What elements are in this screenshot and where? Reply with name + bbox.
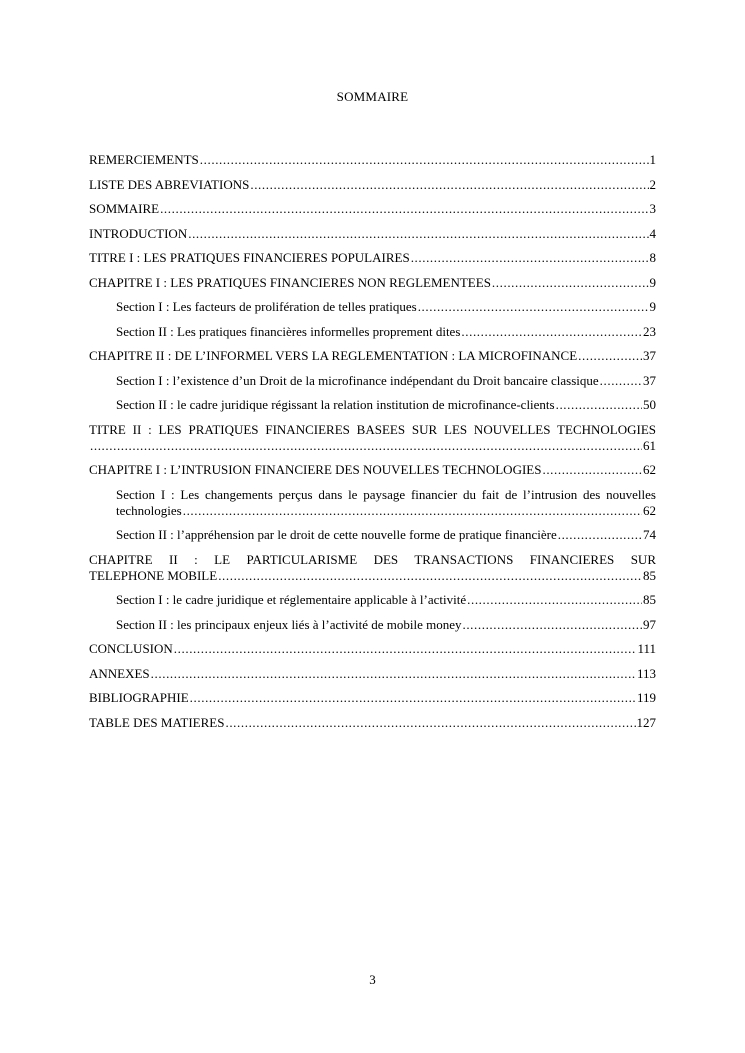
toc-entry-leader-line: [116, 503, 656, 519]
toc-entry-bibliographie[interactable]: [89, 690, 656, 706]
toc-entry-leader-line: [89, 438, 656, 454]
dot-leader: [250, 177, 648, 193]
toc-entry-titre-1-chapitre-2[interactable]: [89, 348, 656, 364]
toc-entry-t2-c1-section-1[interactable]: [116, 487, 656, 519]
toc-entry-t1-c2-section-2[interactable]: [116, 397, 656, 413]
toc-entry-label: CONCLUSION: [89, 641, 173, 656]
toc-entry-page: 3: [649, 201, 656, 216]
dot-leader: [174, 641, 637, 657]
toc-entry-page: 1: [649, 152, 656, 167]
toc-entry-label: Section II : les principaux enjeux liés à l’activité de mobile money: [116, 616, 462, 632]
toc-entry-page: 85: [643, 592, 656, 607]
toc-entry-label: REMERCIEMENTS: [89, 152, 199, 167]
toc-entry-conclusion[interactable]: [89, 641, 656, 657]
toc-entry-page: 37: [643, 372, 656, 388]
page-number: 3: [369, 972, 376, 987]
toc-entry-label: Section I : l’existence d’un Droit de la microfinance indépendant du Droit bancaire classique: [116, 372, 599, 388]
dot-leader: [600, 373, 642, 389]
dot-leader: [492, 275, 649, 291]
toc-entry-page: 119: [636, 690, 656, 705]
toc-entry-label: CHAPITRE II : LE PARTICULARISME DES TRANSACTIONS FINANCIERES SUR: [89, 551, 656, 567]
toc-entry-page: 113: [636, 665, 656, 681]
toc-entry-label: CHAPITRE II : DE L’INFORMEL VERS LA REGLEMENTATION : LA MICROFINANCE: [89, 348, 578, 363]
dot-leader: [183, 503, 642, 519]
toc-entry-titre-2-chapitre-2[interactable]: [89, 552, 656, 584]
toc-entry-page: 9: [649, 299, 656, 314]
toc-entry-page: 37: [643, 348, 656, 363]
toc-entry-page: 61: [643, 437, 656, 453]
toc-entry-t1-c1-section-1[interactable]: [116, 299, 656, 315]
dot-leader: [467, 592, 642, 608]
toc-entry-sommaire[interactable]: [89, 201, 656, 217]
toc-entry-annexes[interactable]: [89, 666, 656, 682]
toc-entry-t1-c2-section-1[interactable]: [116, 373, 656, 389]
toc-entry-page: 50: [643, 397, 656, 412]
table-of-contents: [89, 152, 656, 739]
dot-leader: [190, 690, 636, 706]
toc-entry-titre-1-chapitre-1[interactable]: [89, 275, 656, 291]
toc-entry-titre-1[interactable]: [89, 250, 656, 266]
toc-entry-titre-2[interactable]: [89, 422, 656, 454]
toc-entry-label: INTRODUCTION: [89, 225, 188, 241]
toc-entry-page: 2: [649, 176, 656, 192]
toc-entry-page: 8: [649, 250, 656, 265]
toc-entry-page: 97: [643, 616, 656, 632]
toc-entry-page: 9: [649, 274, 656, 290]
toc-entry-label: TITRE I : LES PRATIQUES FINANCIERES POPULAIRES: [89, 250, 410, 265]
dot-leader: [218, 568, 642, 584]
toc-entry-label: Section I : Les changements perçus dans le paysage financier du fait de l’intrusion des nouvelles: [116, 486, 656, 502]
dot-leader: [462, 617, 642, 633]
toc-entry-label: Section II : le cadre juridique régissant la relation institution de microfinance-clients: [116, 397, 555, 412]
toc-entry-label: CHAPITRE I : L’INTRUSION FINANCIERE DES NOUVELLES TECHNOLOGIES: [89, 462, 542, 477]
toc-entry-titre-2-chapitre-1[interactable]: [89, 462, 656, 478]
dot-leader: [160, 201, 648, 217]
toc-entry-label: LISTE DES ABREVIATIONS: [89, 176, 250, 192]
toc-entry-introduction[interactable]: [89, 226, 656, 242]
dot-leader: [188, 226, 648, 242]
toc-entry-label: CHAPITRE I : LES PRATIQUES FINANCIERES NON REGLEMENTEES: [89, 274, 491, 290]
dot-leader: [225, 715, 635, 731]
toc-entry-page: 74: [643, 527, 656, 542]
toc-entry-label: SOMMAIRE: [89, 201, 160, 216]
toc-entry-page: 85: [643, 567, 656, 583]
dot-leader: [578, 348, 642, 364]
dot-leader: [558, 527, 642, 543]
toc-entry-label: ANNEXES: [89, 665, 150, 681]
dot-leader: [411, 250, 649, 266]
toc-entry-label: BIBLIOGRAPHIE: [89, 690, 189, 705]
toc-entry-label-continued: TELEPHONE MOBILE: [89, 567, 218, 583]
toc-entry-label: Section I : le cadre juridique et réglementaire applicable à l’activité: [116, 592, 467, 607]
toc-entry-page: 111: [637, 641, 656, 656]
toc-entry-t2-c1-section-2[interactable]: [116, 527, 656, 543]
dot-leader: [90, 438, 642, 454]
toc-entry-label: Section I : Les facteurs de prolifération de telles pratiques: [116, 299, 417, 314]
toc-entry-page: 62: [643, 462, 656, 477]
page-title: SOMMAIRE: [336, 89, 409, 104]
dot-leader: [151, 666, 636, 682]
dot-leader: [461, 324, 642, 340]
dot-leader: [200, 152, 649, 168]
toc-entry-page: 127: [636, 714, 656, 730]
toc-entry-leader-line: [89, 568, 656, 584]
dot-leader: [542, 462, 642, 478]
toc-entry-t1-c1-section-2[interactable]: [116, 324, 656, 340]
toc-entry-label: TITRE II : LES PRATIQUES FINANCIERES BASEES SUR LES NOUVELLES TECHNOLOGIES: [89, 421, 656, 437]
dot-leader: [556, 397, 642, 413]
toc-entry-t2-c2-section-2[interactable]: [116, 617, 656, 633]
toc-entry-liste-des-abreviations[interactable]: [89, 177, 656, 193]
toc-entry-t2-c2-section-1[interactable]: [116, 592, 656, 608]
toc-entry-label: Section II : l’appréhension par le droit de cette nouvelle forme de pratique financière: [116, 527, 557, 542]
toc-entry-label: Section II : Les pratiques financières informelles proprement dites: [116, 323, 461, 339]
toc-entry-page: 4: [649, 225, 656, 241]
toc-entry-remerciements[interactable]: [89, 152, 656, 168]
dot-leader: [418, 299, 649, 315]
toc-entry-page: 62: [643, 502, 656, 518]
toc-entry-label-continued: technologies: [116, 502, 182, 518]
toc-entry-table-des-matieres[interactable]: [89, 715, 656, 731]
toc-entry-label: TABLE DES MATIERES: [89, 714, 225, 730]
toc-entry-page: 23: [643, 323, 656, 339]
